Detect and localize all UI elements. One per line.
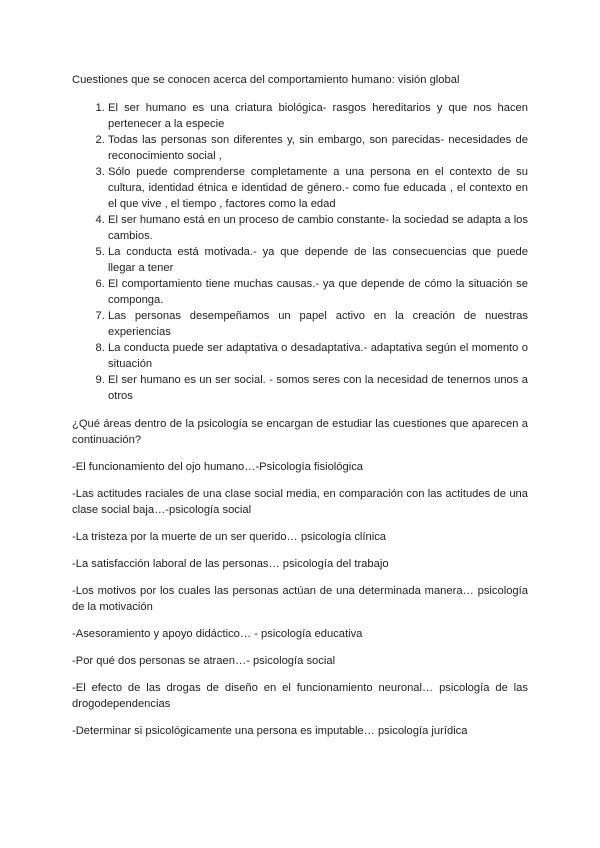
list-item: 7. Las personas desempeñamos un papel activo en la creación de nuestras experiencias <box>108 308 528 340</box>
list-item: 8. La conducta puede ser adaptativa o desadaptativa.- adaptativa según el momento o situación <box>108 340 528 372</box>
answer-paragraph: -La satisfacción laboral de las personas… psicología del trabajo <box>72 558 389 570</box>
answer-paragraph: -Por qué dos personas se atraen…- psicología social <box>72 655 336 667</box>
list-item: 1. El ser humano es una criatura biológica- rasgos hereditarios y que nos hacen pertenecer a la especie <box>108 100 528 132</box>
answer-paragraph: -El funcionamiento del ojo humano…-Psicología fisiológica <box>72 461 364 473</box>
answer-paragraph: -Los motivos por los cuales las personas actúan de una determinada manera… psicología de la motivación <box>72 585 528 613</box>
behavior-points-list <box>72 100 528 404</box>
answer-paragraph: -Asesoramiento y apoyo didáctico… - psicología educativa <box>72 628 363 640</box>
list-item: 4. El ser humano está en un proceso de cambio constante- la sociedad se adapta a los cambios. <box>108 212 528 244</box>
answer-paragraph: -Las actitudes raciales de una clase social media, en comparación con las actitudes de una clase social baja…-psicología social <box>72 488 528 516</box>
question-paragraph: ¿Qué áreas dentro de la psicología se encargan de estudiar las cuestiones que aparecen a continuación? <box>72 418 528 446</box>
answer-paragraph: -La tristeza por la muerte de un ser querido… psicología clínica <box>72 531 387 543</box>
list-item: 3. Sólo puede comprenderse completamente a una persona en el contexto de su cultura, identidad étnica e identidad de género.- como fue educada , el contexto en el que vive , el tiempo , factores como la edad <box>108 164 528 212</box>
answer-paragraph: -Determinar si psicológicamente una persona es imputable… psicología jurídica <box>72 725 468 737</box>
list-item: 2. Todas las personas son diferentes y, sin embargo, son parecidas- necesidades de reconocimiento social , <box>108 132 528 164</box>
answer-paragraph: -El efecto de las drogas de diseño en el funcionamiento neuronal… psicología de las drogodependencias <box>72 682 528 710</box>
list-item: 5. La conducta está motivada.- ya que depende de las consecuencias que puede llegar a tener <box>108 244 528 276</box>
list-item: 9. El ser humano es un ser social. - somos seres con la necesidad de tenernos unos a otros <box>108 372 528 404</box>
list-item: 6. El comportamiento tiene muchas causas.- ya que depende de cómo la situación se componga. <box>108 276 528 308</box>
document-heading: Cuestiones que se conocen acerca del comportamiento humano: visión global <box>72 74 460 86</box>
